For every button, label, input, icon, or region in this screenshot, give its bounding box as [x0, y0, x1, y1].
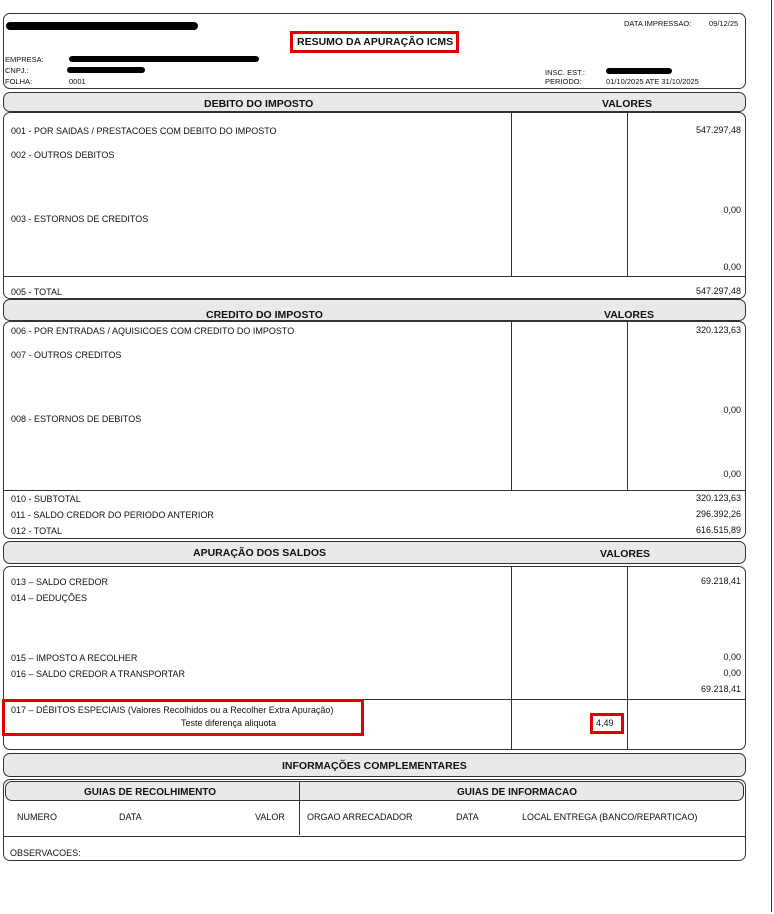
folha-label: FOLHA: — [5, 77, 33, 86]
debito-valores-label: VALORES — [602, 98, 652, 110]
credito-title: CREDITO DO IMPOSTO — [206, 309, 323, 321]
debito-item-003-value: 0,00 — [723, 205, 741, 215]
periodo-label: PERIODO: — [545, 77, 582, 86]
col-data-2: DATA — [456, 812, 479, 822]
credito-saldo-anterior-value: 296.392,26 — [695, 509, 741, 519]
credito-item-006-value: 320.123,63 — [695, 325, 741, 335]
debito-total-divider — [4, 276, 745, 277]
cnpj-redacted — [67, 67, 145, 73]
apuracao-item-013-label: 013 – SALDO CREDOR — [11, 577, 109, 587]
debito-total-label: 005 - TOTAL — [11, 287, 63, 297]
apuracao-especiais-label: 017 – DÉBITOS ESPECIAIS (Valores Recolhidos ou a Recolher Extra Apuração) — [11, 705, 334, 715]
apuracao-item-015-label: 015 – IMPOSTO A RECOLHER — [11, 653, 138, 663]
credito-total-value: 616.515,89 — [695, 525, 741, 535]
col-numero: NUMERO — [17, 812, 57, 822]
credito-subtotal-label: 010 - SUBTOTAL — [11, 494, 81, 504]
credito-valores-label: VALORES — [604, 309, 654, 321]
credito-item-008-label: 008 - ESTORNOS DE DEBITOS — [11, 414, 142, 424]
debito-extra-value: 0,00 — [723, 262, 741, 272]
apuracao-title: APURAÇÃO DOS SALDOS — [193, 547, 327, 559]
insc-est-redacted — [606, 68, 672, 74]
col-local: LOCAL ENTREGA (BANCO/REPARTICAO) — [522, 812, 698, 822]
credito-item-007-label: 007 - OUTROS CREDITOS — [11, 350, 122, 360]
apuracao-extra-value: 69.218,41 — [700, 684, 741, 694]
apuracao-item-014-label: 014 – DEDUÇÕES — [11, 593, 88, 603]
print-date: 09/12/25 — [709, 19, 739, 28]
debito-item-001-value: 547.297,48 — [695, 125, 741, 135]
credito-item-008-value: 0,00 — [723, 405, 741, 415]
col-valor: VALOR — [255, 812, 285, 822]
info-title: INFORMAÇÕES COMPLEMENTARES — [282, 760, 467, 772]
observacoes-label: OBSERVACOES: — [10, 848, 81, 858]
debito-col-divider-1 — [511, 113, 512, 276]
apuracao-item-016-label: 016 – SALDO CREDOR A TRANSPORTAR — [11, 669, 186, 679]
debito-col-divider-2 — [627, 113, 628, 276]
debito-total-value: 547.297,48 — [695, 286, 741, 296]
guias-informacao-title: GUIAS DE INFORMACAO — [457, 787, 577, 798]
page-edge-line — [771, 0, 772, 912]
cnpj-label: CNPJ.: — [5, 66, 29, 75]
empresa-label: EMPRESA: — [5, 55, 44, 64]
empresa-redacted — [69, 56, 259, 62]
report-title: RESUMO DA APURAÇÃO ICMS — [297, 36, 454, 48]
insc-est-label: INSC. EST.: — [545, 68, 586, 77]
apuracao-valores-label: VALORES — [600, 548, 650, 560]
debito-item-002-label: 002 - OUTROS DEBITOS — [11, 150, 115, 160]
credito-subtotal-value: 320.123,63 — [695, 493, 741, 503]
col-orgao: ORGAO ARRECADADOR — [307, 812, 413, 822]
periodo-value: 01/10/2025 ATE 31/10/2025 — [606, 77, 699, 86]
apuracao-especiais-value: 4,49 — [596, 718, 614, 728]
credito-total-label: 012 - TOTAL — [11, 526, 63, 536]
apuracao-item-016-value: 0,00 — [723, 668, 741, 678]
col-data: DATA — [119, 812, 142, 822]
credito-col-divider-2 — [627, 322, 628, 490]
debito-body — [3, 112, 746, 299]
credito-item-006-label: 006 - POR ENTRADAS / AQUISICOES COM CREDITO DO IMPOSTO — [11, 326, 295, 336]
debito-item-003-label: 003 - ESTORNOS DE CREDITOS — [11, 214, 149, 224]
apuracao-item-015-value: 0,00 — [723, 652, 741, 662]
guias-col-divider — [299, 781, 300, 835]
credito-col-divider-1 — [511, 322, 512, 490]
apuracao-col-divider-1 — [511, 567, 512, 749]
print-date-label: DATA IMPRESSAO: — [624, 19, 692, 28]
company-name-redacted — [6, 22, 198, 30]
guias-observacoes-divider — [4, 836, 745, 837]
credito-extra-value: 0,00 — [723, 469, 741, 479]
apuracao-especiais-divider — [360, 699, 745, 700]
apuracao-item-013-value: 69.218,41 — [700, 576, 741, 586]
credito-subtotal-divider — [4, 490, 745, 491]
folha-value: 0001 — [69, 77, 86, 86]
apuracao-col-divider-2 — [627, 567, 628, 749]
debito-title: DEBITO DO IMPOSTO — [204, 98, 314, 110]
apuracao-especiais-sub: Teste diferença aliquota — [181, 718, 277, 728]
guias-recolhimento-title: GUIAS DE RECOLHIMENTO — [84, 787, 217, 798]
credito-saldo-anterior-label: 011 - SALDO CREDOR DO PERIODO ANTERIOR — [11, 510, 214, 520]
debito-item-001-label: 001 - POR SAIDAS / PRESTACOES COM DEBITO DO IMPOSTO — [11, 126, 277, 136]
